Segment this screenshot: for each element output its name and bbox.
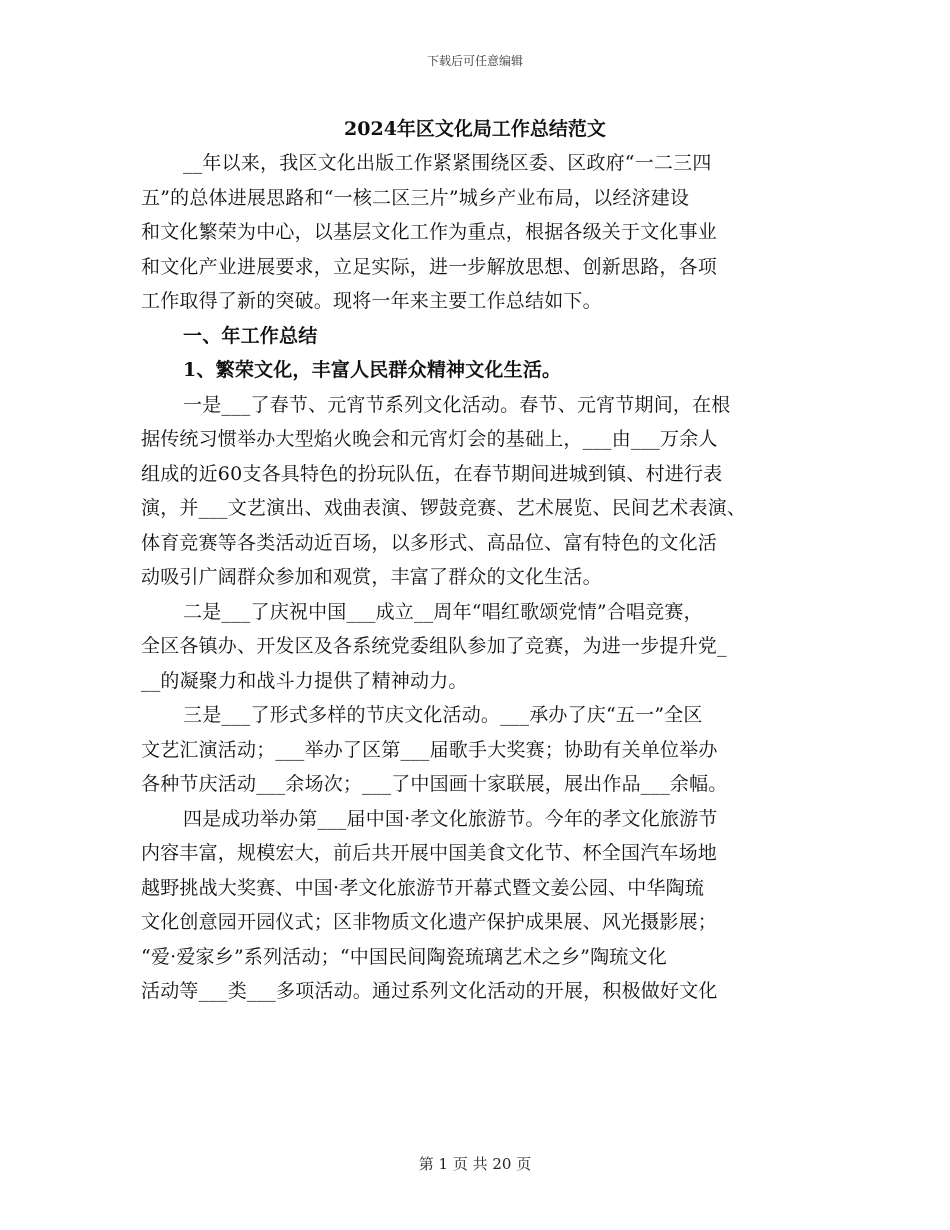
paragraph-line: 内容丰富，规模宏大，前后共开展中国美食文化节、杯全国汽车场地 — [141, 842, 718, 864]
paragraph-line: 全区各镇办、开发区及各系统党委组队参加了竞赛，为进一步提升党_ — [141, 635, 727, 657]
section-heading: 一、年工作总结 — [183, 324, 318, 347]
paragraph-line: 文艺汇演活动；___举办了区第___届歌手大奖赛；协助有关单位举办 — [141, 738, 718, 761]
page-footer: 第 1 页 共 20 页 — [418, 1155, 532, 1173]
paragraph-line: __年以来，我区文化出版工作紧紧围绕区委、区政府“一二三四 — [183, 152, 712, 174]
paragraph-line: 体育竞赛等各类活动近百场，以多形式、高品位、富有特色的文化活 — [141, 531, 718, 554]
paragraph-line: 组成的近60支各具特色的扮玩队伍，在春节期间进城到镇、村进行表 — [141, 462, 723, 485]
paragraph-line: “爱·爱家乡”系列活动；“中国民间陶瓷琉璃艺术之乡”陶琉文化 — [141, 945, 667, 968]
paragraph-line: 二是___了庆祝中国___成立__周年“唱红歌颂党情”合唱竞赛， — [183, 600, 703, 623]
page-header: 下载后可任意编辑 — [426, 54, 523, 68]
paragraph-line: 四是成功举办第___届中国·孝文化旅游节。今年的孝文化旅游节 — [183, 807, 718, 830]
paragraph-line: 和文化繁荣为中心，以基层文化工作为重点，根据各级关于文化事业 — [141, 221, 718, 243]
paragraph-line: 和文化产业进展要求，立足实际，进一步解放思想、创新思路，各项 — [141, 255, 718, 278]
paragraph-line: 动吸引广阔群众参加和观赏，丰富了群众的文化生活。 — [141, 566, 602, 588]
paragraph-line: __的凝聚力和战斗力提供了精神动力。 — [141, 669, 468, 692]
subsection-heading: 1、繁荣文化，丰富人民群众精神文化生活。 — [183, 359, 562, 381]
paragraph-line: 越野挑战大奖赛、中国·孝文化旅游节开幕式暨文姜公园、中华陶琉 — [141, 876, 705, 899]
paragraph-line: 各种节庆活动___余场次；___了中国画十家联展，展出作品___余幅。 — [141, 773, 728, 795]
paragraph-line: 工作取得了新的突破。现将一年来主要工作总结如下。 — [141, 290, 602, 312]
document-title: 2024年区文化局工作总结范文 — [344, 118, 606, 140]
paragraph-line: 活动等___类___多项活动。通过系列文化活动的开展，积极做好文化 — [141, 980, 718, 1002]
paragraph-line: 据传统习惯举办大型焰火晚会和元宵灯会的基础上，___由___万余人 — [141, 428, 718, 450]
paragraph-line: 一是___了春节、元宵节系列文化活动。春节、元宵节期间，在根 — [183, 393, 731, 416]
paragraph-line: 三是___了形式多样的节庆文化活动。___承办了庆“五一”全区 — [183, 704, 703, 726]
paragraph-line: 五”的总体进展思路和“一核二区三片”城乡产业布局，以经济建设 — [141, 186, 690, 209]
paragraph-line: 文化创意园开园仪式；区非物质文化遗产保护成果展、风光摄影展； — [141, 911, 718, 933]
paragraph-line: 演，并___文艺演出、戏曲表演、锣鼓竞赛、艺术展览、民间艺术表演、 — [141, 497, 747, 519]
document-body — [141, 146, 821, 1009]
